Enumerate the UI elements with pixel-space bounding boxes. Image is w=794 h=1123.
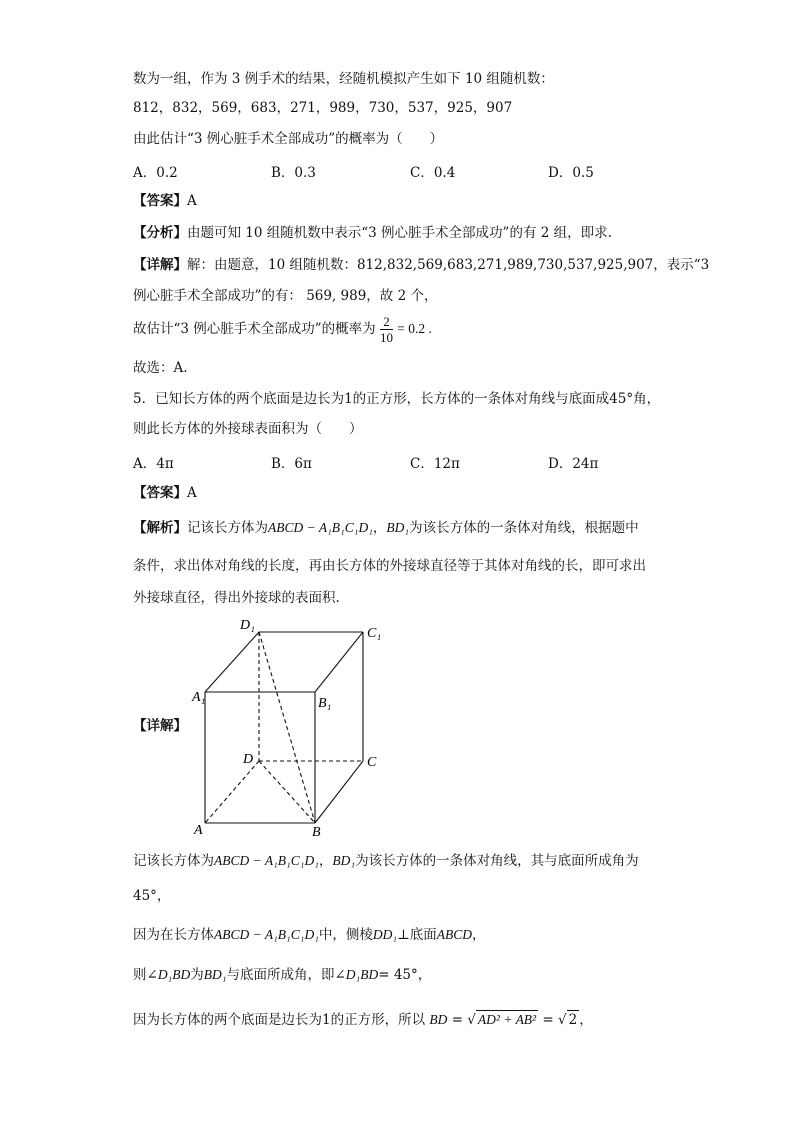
math-expression: ABCD — [436, 927, 473, 942]
random-numbers: 812，832，569，683，271，989，730，537，925，907 — [133, 100, 513, 116]
label-c: C — [367, 755, 377, 770]
math-expression: DD₁ — [372, 927, 398, 942]
edge-d1a1 — [205, 632, 259, 692]
choose-line: 故选：A. — [133, 360, 188, 376]
text: 为该长方体的一条体对角线，根据题中 — [409, 520, 639, 536]
label-d1: D₁ — [240, 618, 255, 633]
q5-detail-line-5 — [133, 1010, 593, 1029]
sqrt-sign: √ — [558, 1012, 567, 1028]
question-text: 由此估计“3 例心脏手术全部成功”的概率为（ ） — [133, 131, 444, 147]
fraction-denominator: 10 — [379, 330, 393, 345]
fraction — [380, 314, 393, 345]
math-expression: BD₁ — [386, 520, 410, 535]
option-a: A．0.2 — [133, 165, 178, 181]
cuboid-figure — [190, 615, 390, 837]
q5-answer-tag: 【答案】 — [133, 485, 187, 501]
math-expression: D₁BD — [345, 967, 379, 982]
math-expression: ABCD − A₁B₁C₁D₁ — [214, 853, 319, 868]
text: ， — [472, 927, 486, 943]
text: 则∠ — [133, 967, 158, 983]
equals-sign: = — [542, 1012, 554, 1028]
text: 为该长方体的一条体对角线，其与底面所成角为 — [355, 853, 639, 869]
diagonal-db-hidden — [259, 761, 315, 823]
q5-detail-line-4 — [133, 966, 431, 984]
q5-detail-tag: 【详解】 — [133, 718, 187, 734]
label-a1: A₁ — [192, 690, 206, 705]
q5-option-d: D．24π — [548, 456, 599, 472]
edge-c1b1 — [315, 632, 363, 692]
intro-line: 数为一组，作为 3 例手术的结果，经随机模拟产生如下 10 组随机数： — [133, 71, 554, 87]
q5-line-1: 5．已知长方体的两个底面是边长为1的正方形，长方体的一条体对角线与底面成45°角， — [133, 391, 661, 407]
q5-analysis-line-3: 外接球直径，得出外接球的表面积. — [133, 590, 340, 606]
q5-analysis-line-2: 条件，求出体对角线的长度，再由长方体的外接球直径等于其体对角线的长，即可求出 — [133, 558, 646, 574]
q5-option-b: B．6π — [271, 456, 312, 472]
text: 记该长方体为 — [187, 520, 268, 536]
text: ⊥底面 — [397, 927, 437, 943]
answer-tag: 【答案】 — [133, 193, 187, 209]
q5-analysis-tag: 【解析】 — [133, 520, 187, 536]
q5-option-c: C．12π — [410, 456, 460, 472]
text: ， — [579, 1012, 593, 1028]
q5-detail-line-2: 45°， — [133, 888, 171, 904]
q5-answer-value: A — [187, 485, 197, 501]
estimate-result: = 0.2 . — [397, 321, 432, 336]
text: ， — [372, 520, 387, 536]
q5-analysis-line — [133, 519, 639, 537]
sqrt-sign: √ — [467, 1012, 476, 1028]
text: 因为长方体的两个底面是边长为1的正方形，所以 — [133, 1012, 426, 1028]
equals-sign: = — [451, 1012, 463, 1028]
answer-line — [133, 192, 197, 210]
estimate-text: 故估计“3 例心脏手术全部成功”的概率为 — [133, 321, 376, 337]
label-b: B — [312, 825, 321, 837]
math-expression: BD₁ — [332, 853, 356, 868]
text: = 45°， — [378, 967, 432, 983]
math-expression: BD — [429, 1012, 448, 1027]
q5-option-a: A．4π — [133, 456, 174, 472]
q5-detail-line-1 — [133, 852, 639, 870]
edge-da-hidden — [205, 761, 259, 823]
text: 记该长方体为 — [133, 853, 214, 869]
estimate-line — [133, 314, 432, 345]
label-a: A — [194, 823, 203, 837]
math-expression: ABCD − A₁B₁C₁D₁ — [214, 927, 319, 942]
diagonal-d1b-hidden — [259, 632, 315, 823]
label-c1: C₁ — [367, 626, 382, 641]
math-expression: ABCD − A₁B₁C₁D₁ — [268, 520, 373, 535]
detail-line — [133, 256, 709, 274]
text: 为 — [190, 967, 204, 983]
sqrt-two: 2 — [568, 1012, 578, 1028]
text: 中，侧棱 — [318, 927, 373, 943]
analysis-line — [133, 224, 612, 242]
label-b1: B₁ — [318, 696, 332, 711]
detail-text: 解：由题意，10 组随机数：812,832,569,683,271,989,730,537,925,907，表示“3 — [187, 257, 710, 273]
edge-bc — [315, 761, 363, 823]
fraction-numerator: 2 — [380, 314, 393, 330]
q5-detail-line-3 — [133, 926, 486, 944]
math-expression: D₁BD — [157, 967, 191, 982]
answer-value: A — [187, 193, 197, 209]
option-c: C．0.4 — [410, 165, 456, 181]
q5-answer-line — [133, 484, 197, 502]
option-b: B．0.3 — [271, 165, 316, 181]
q5-line-2: 则此长方体的外接球表面积为（ ） — [133, 421, 363, 437]
analysis-tag: 【分析】 — [133, 225, 187, 241]
detail-tag: 【详解】 — [133, 257, 187, 273]
text: 因为在长方体 — [133, 927, 214, 943]
text: 与底面所成角，即∠ — [226, 967, 346, 983]
sqrt-expression: AD² + AB² — [477, 1012, 537, 1027]
label-d: D — [243, 752, 254, 767]
analysis-text: 由题可知 10 组随机数中表示“3 例心脏手术全部成功”的有 2 组，即求. — [187, 225, 612, 241]
detail-line-2: 例心脏手术全部成功”的有： 569, 989，故 2 个， — [133, 288, 438, 304]
text: ， — [318, 853, 333, 869]
math-expression: BD₁ — [203, 967, 227, 982]
option-d: D．0.5 — [548, 165, 594, 181]
